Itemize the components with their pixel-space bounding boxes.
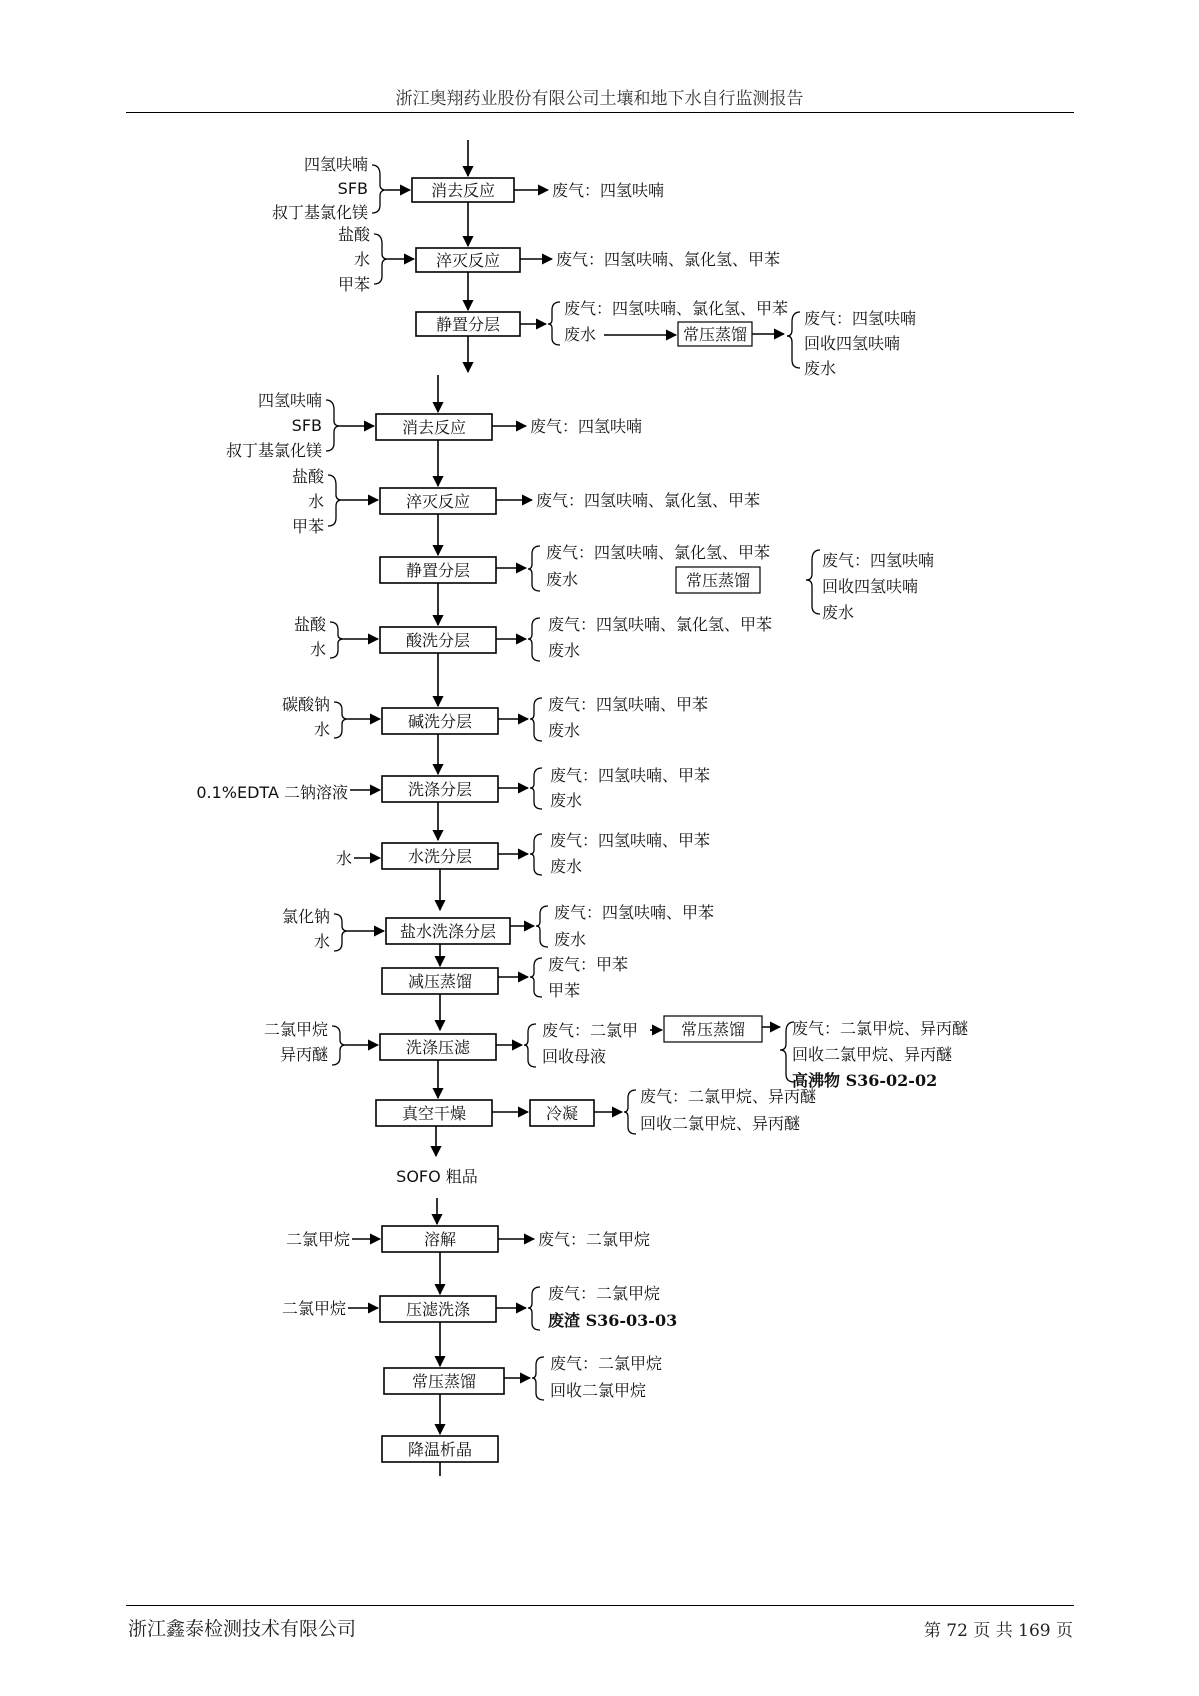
- input-label: 氯化钠: [281, 907, 330, 926]
- process-box-label: 静置分层: [405, 561, 471, 580]
- process-box-label: 降温析晶: [407, 1440, 473, 1459]
- output-label: 废气：四氢呋喃、甲苯: [550, 831, 711, 850]
- output-label: 废气：二氯甲烷、异丙醚: [792, 1019, 969, 1038]
- footer-company: 浙江鑫泰检测技术有限公司: [128, 1618, 357, 1640]
- output-label: 废气：甲苯: [548, 955, 629, 974]
- output-label: 废气：四氢呋喃、氯化氢、甲苯: [548, 615, 773, 634]
- output-label: 废气：二氯甲烷: [548, 1284, 661, 1303]
- input-brace: [374, 234, 388, 284]
- process-box-label: 淬灭反应: [405, 492, 471, 511]
- input-brace: [334, 702, 348, 738]
- input-brace: [334, 914, 348, 951]
- output-brace: [530, 958, 542, 997]
- input-label: 四氢呋喃: [303, 155, 368, 174]
- output-label: 废气：四氢呋喃、氯化氢、甲苯: [536, 491, 761, 510]
- input-label: SFB: [291, 416, 322, 435]
- output-label: 废水: [564, 325, 597, 344]
- input-label: 二氯甲烷: [281, 1299, 346, 1318]
- output-label: 废水: [554, 930, 587, 949]
- input-label: 异丙醚: [279, 1045, 328, 1064]
- output-brace: [548, 302, 560, 345]
- input-label: 水: [313, 932, 330, 951]
- output-label: 废水: [550, 857, 583, 876]
- output-label: 废气：二氯甲烷: [538, 1230, 651, 1249]
- sub-process-box-label: 常压蒸馏: [685, 571, 751, 590]
- output-label: 废气：四氢呋喃: [822, 551, 935, 570]
- input-label: 甲苯: [291, 517, 324, 536]
- input-label: 盐酸: [291, 467, 324, 486]
- output-brace: [787, 312, 800, 368]
- output-label: 废水: [548, 641, 581, 660]
- input-label: 盐酸: [293, 615, 326, 634]
- output-label: 回收二氯甲烷、异丙醚: [792, 1045, 953, 1064]
- output-brace: [528, 1287, 540, 1330]
- input-brace: [328, 475, 342, 526]
- output-brace: [532, 1357, 544, 1400]
- process-box-label: 压滤洗涤: [405, 1300, 471, 1319]
- output-brace: [528, 546, 540, 591]
- input-label: 0.1%EDTA 二钠溶液: [196, 783, 348, 802]
- input-label: SFB: [337, 179, 368, 198]
- page-total: 169: [1018, 1621, 1051, 1641]
- input-label: 水: [335, 849, 352, 868]
- input-brace: [330, 622, 344, 658]
- output-brace: [524, 1024, 536, 1067]
- process-box-label: 洗涤分层: [407, 780, 473, 799]
- process-box-label: 盐水洗涤分层: [399, 922, 497, 941]
- input-label: 水: [313, 720, 330, 739]
- input-label: 二氯甲烷: [263, 1020, 328, 1039]
- input-label: 水: [309, 640, 326, 659]
- output-label: 废水: [822, 603, 855, 622]
- output-label: 废气：四氢呋喃: [804, 309, 917, 328]
- output-label: 废水: [804, 359, 837, 378]
- process-box-label: 消去反应: [401, 418, 467, 437]
- process-box-label: 消去反应: [430, 181, 496, 200]
- page-current: 72: [946, 1621, 968, 1641]
- input-label: 水: [353, 250, 370, 269]
- output-label: 废气：四氢呋喃: [530, 417, 643, 436]
- output-label: 废气：四氢呋喃、甲苯: [550, 766, 711, 785]
- input-brace: [332, 1026, 346, 1065]
- process-box-label: 真空干燥: [401, 1104, 467, 1123]
- process-box-label: 水洗分层: [407, 847, 473, 866]
- process-box-label: 常压蒸馏: [411, 1372, 477, 1391]
- output-label: 甲苯: [548, 981, 581, 1000]
- output-brace: [624, 1090, 636, 1134]
- input-brace: [372, 165, 386, 213]
- output-label: 废气：二氯甲烷: [550, 1354, 663, 1373]
- output-label: 废气：四氢呋喃、氯化氢、甲苯: [556, 250, 781, 269]
- output-brace: [528, 618, 540, 661]
- process-box-label: 碱洗分层: [407, 712, 473, 731]
- process-box-label: 溶解: [423, 1230, 457, 1249]
- output-label: 废渣 S36-03-03: [548, 1311, 678, 1330]
- input-label: 叔丁基氯化镁: [225, 441, 322, 460]
- output-label: 废水: [550, 791, 583, 810]
- footer-rule: [126, 1605, 1074, 1606]
- process-box-label: 减压蒸馏: [407, 972, 473, 991]
- output-label: 回收四氢呋喃: [804, 334, 901, 353]
- output-label: 废气：四氢呋喃、氯化氢、甲苯: [564, 299, 789, 318]
- input-brace: [326, 400, 340, 451]
- input-label: 甲苯: [337, 275, 370, 294]
- output-brace: [530, 768, 542, 809]
- process-box-label: 静置分层: [435, 315, 501, 334]
- output-brace: [530, 834, 542, 875]
- input-label: 碳酸钠: [281, 695, 330, 714]
- page-prefix: 第: [923, 1621, 941, 1641]
- sub-process-box-label: 冷凝: [545, 1104, 579, 1123]
- output-label: 废气：四氢呋喃、氯化氢、甲苯: [546, 543, 771, 562]
- page-mid: 页 共: [973, 1621, 1013, 1641]
- output-label: 废水: [548, 721, 581, 740]
- output-label: 回收二氯甲烷: [550, 1381, 647, 1400]
- input-label: 二氯甲烷: [285, 1230, 350, 1249]
- sub-process-box-label: 常压蒸馏: [682, 325, 748, 344]
- input-label: 盐酸: [337, 225, 370, 244]
- page-header-title: 浙江奥翔药业股份有限公司土壤和地下水自行监测报告: [395, 89, 804, 109]
- output-brace: [806, 550, 820, 614]
- output-brace: [536, 906, 548, 947]
- output-label: 高沸物 S36-02-02: [792, 1071, 938, 1090]
- input-label: 水: [307, 492, 324, 511]
- output-label: 废气：四氢呋喃、甲苯: [548, 695, 709, 714]
- output-label: 回收母液: [542, 1047, 607, 1066]
- input-label: 叔丁基氯化镁: [271, 203, 368, 222]
- output-label: 回收二氯甲烷、异丙醚: [640, 1114, 801, 1133]
- process-box-label: 淬灭反应: [435, 251, 501, 270]
- output-label: 废水: [546, 570, 579, 589]
- process-box-label: 洗涤压滤: [405, 1038, 471, 1057]
- output-brace: [530, 698, 542, 741]
- output-label: 废气：四氢呋喃: [552, 181, 665, 200]
- process-box-label: 酸洗分层: [405, 631, 471, 650]
- output-label: 废气：四氢呋喃、甲苯: [554, 903, 715, 922]
- product-label: SOFO 粗品: [396, 1167, 478, 1186]
- output-label: 废气：二氯甲: [542, 1021, 639, 1040]
- sub-process-box-label: 常压蒸馏: [680, 1020, 746, 1039]
- footer-page-number: [924, 1616, 1073, 1641]
- output-label: 回收四氢呋喃: [822, 577, 919, 596]
- output-label: 废气：二氯甲烷、异丙醚: [640, 1087, 817, 1106]
- page-suffix: 页: [1056, 1621, 1073, 1641]
- input-label: 四氢呋喃: [257, 391, 322, 410]
